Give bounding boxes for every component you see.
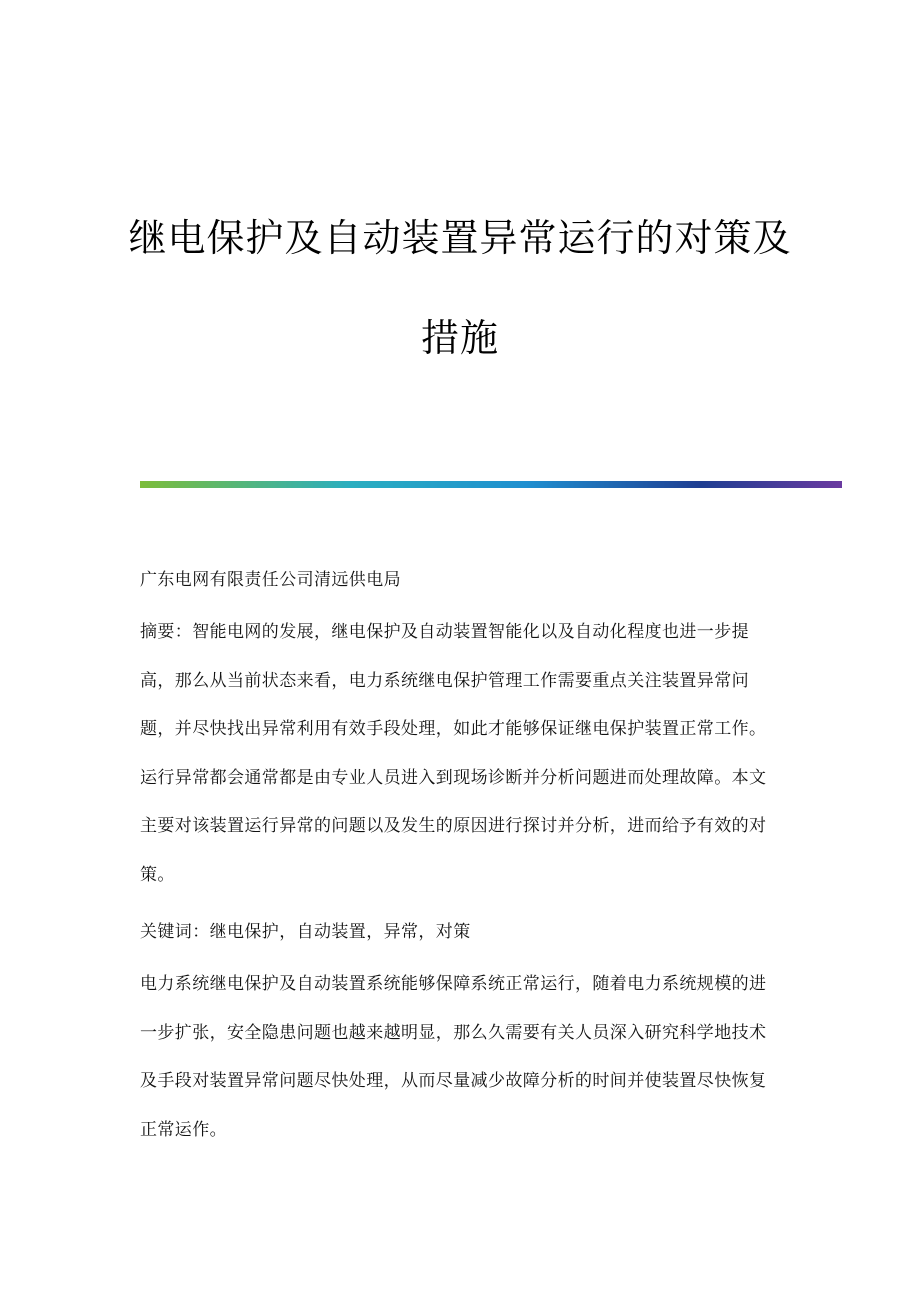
author-organization: 广东电网有限责任公司清远供电局 bbox=[140, 570, 401, 590]
document-title-line-1: 继电保护及自动装置异常运行的对策及 bbox=[128, 216, 792, 260]
gradient-divider bbox=[140, 481, 842, 488]
body-paragraph: 电力系统继电保护及自动装置系统能够保障系统正常运行，随着电力系统规模的进一步扩张，安全隐患问题也越来越明显，那么久需要有关人员深入研究科学地技术及手段对装置异常问题尽快处理，从而尽量减少故障分析的时间并使装置尽快恢复正常运作。 bbox=[140, 974, 767, 1140]
keywords-line: 关键词：继电保护，自动装置，异常，对策 bbox=[140, 922, 471, 942]
document-title-line-2: 措施 bbox=[420, 316, 499, 360]
abstract-paragraph: 摘要：智能电网的发展，继电保护及自动装置智能化以及自动化程度也进一步提高，那么从当前状态来看，电力系统继电保护管理工作需要重点关注装置异常问题，并尽快找出异常利用有效手段处理，如此才能够保证继电保护装置正常工作。运行异常都会通常都是由专业人员进入到现场诊断并分析问题进而处理故障。本文主要对该装置运行异常的问题以及发生的原因进行探讨并分析，进而给予有效的对策。 bbox=[140, 622, 767, 885]
